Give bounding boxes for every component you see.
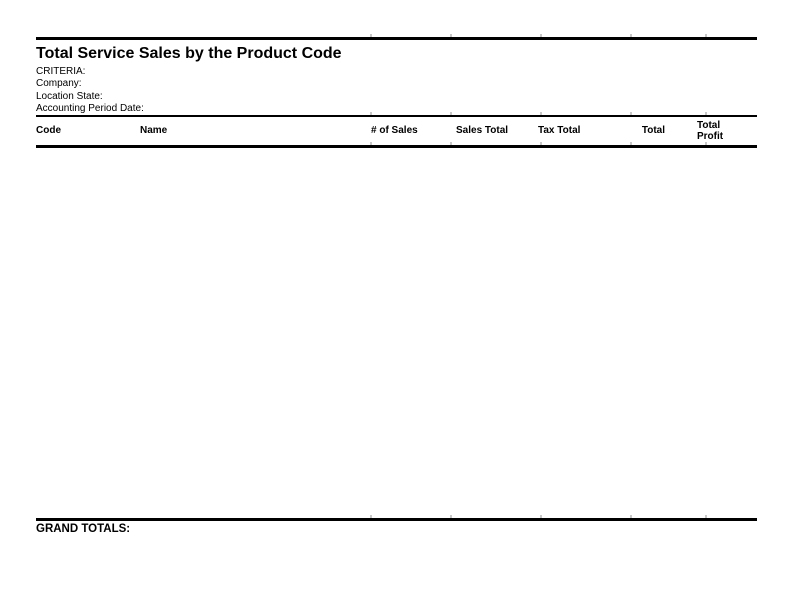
column-tick (630, 142, 632, 145)
criteria-heading: CRITERIA: (36, 66, 86, 77)
column-tick (450, 34, 452, 37)
column-tick (370, 515, 372, 518)
column-header-tax-total: Tax Total (538, 125, 581, 137)
column-tick (370, 34, 372, 37)
column-header-total: Total (641, 125, 665, 137)
grand-totals-label: GRAND TOTALS: (36, 523, 131, 535)
criteria-accounting-period-label: Accounting Period Date: (36, 103, 144, 115)
column-tick (540, 142, 542, 145)
column-tick (540, 34, 542, 37)
column-tick (370, 112, 372, 115)
criteria-block (36, 66, 144, 116)
column-tick (450, 515, 452, 518)
column-tick (450, 142, 452, 145)
column-tick (705, 515, 707, 518)
column-header-total-profit: Total Profit (697, 119, 724, 142)
column-tick (540, 515, 542, 518)
header-bottom-rule (36, 145, 757, 148)
column-header-name: Name (140, 125, 168, 137)
column-header-num-sales: # of Sales (371, 125, 418, 137)
column-tick (450, 112, 452, 115)
column-tick (630, 34, 632, 37)
page-title: Total Service Sales by the Product Code (36, 45, 342, 62)
column-header-code: Code (36, 125, 61, 137)
column-tick (630, 515, 632, 518)
column-tick (540, 112, 542, 115)
column-tick (370, 142, 372, 145)
criteria-company-label: Company: (36, 78, 82, 90)
column-header-sales-total: Sales Total (456, 125, 509, 137)
column-tick (705, 142, 707, 145)
column-tick (630, 112, 632, 115)
top-rule (36, 37, 757, 40)
column-tick (705, 112, 707, 115)
grand-totals-rule (36, 518, 757, 521)
criteria-location-state-label: Location State: (36, 90, 103, 102)
column-tick (705, 34, 707, 37)
